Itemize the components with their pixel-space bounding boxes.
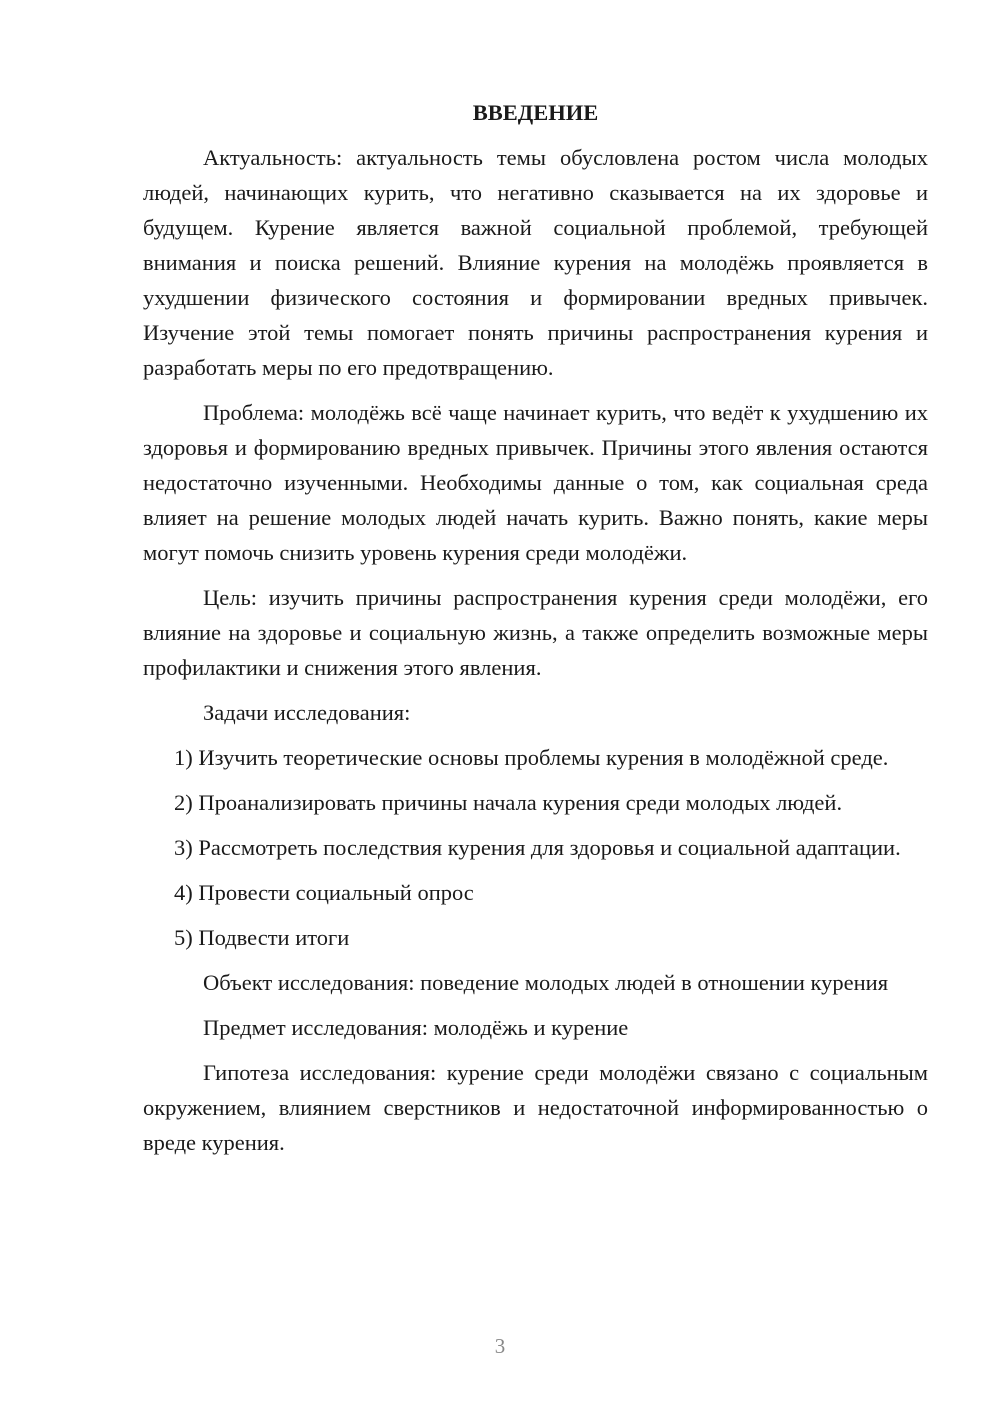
tasks-list <box>143 740 928 955</box>
list-item: 4) Провести социальный опрос <box>174 880 474 905</box>
subject-paragraph: Предмет исследования: молодёжь и курение <box>203 1015 629 1040</box>
list-item: 5) Подвести итоги <box>174 925 350 950</box>
tasks-heading: Задачи исследования: <box>203 700 411 725</box>
list-item: 3) Рассмотреть последствия курения для здоровья и социальной адаптации. <box>174 835 901 860</box>
document-page <box>143 95 928 1170</box>
relevance-paragraph: Актуальность: актуальность темы обусловлена ростом числа молодых людей, начинающих курить, что негативно сказывается на их здоровье и будущем. Курение является важной социальной проблемой, требующей внимания и поиска решений. Влияние курения на молодёжь проявляется в ухудшении физического состояния и формировании вредных привычек. Изучение этой темы помогает понять причины распространения курения и разработать меры по его предотвращению. <box>143 145 928 380</box>
goal-paragraph: Цель: изучить причины распространения курения среди молодёжи, его влияние на здоровье и социальную жизнь, а также определить возможные меры профилактики и снижения этого явления. <box>143 585 928 680</box>
list-item: 2) Проанализировать причины начала курения среди молодых людей. <box>174 790 843 815</box>
object-paragraph: Объект исследования: поведение молодых людей в отношении курения <box>203 970 889 995</box>
hypothesis-paragraph: Гипотеза исследования: курение среди молодёжи связано с социальным окружением, влиянием сверстников и недостаточной информированностью о вреде курения. <box>143 1060 928 1155</box>
list-item: 1) Изучить теоретические основы проблемы курения в молодёжной среде. <box>174 745 889 770</box>
page-number: 3 <box>494 1334 506 1358</box>
problem-paragraph: Проблема: молодёжь всё чаще начинает курить, что ведёт к ухудшению их здоровья и формированию вредных привычек. Причины этого явления остаются недостаточно изученными. Необходимы данные о том, как социальная среда влияет на решение молодых людей начать курить. Важно понять, какие меры могут помочь снизить уровень курения среди молодёжи. <box>143 400 928 565</box>
page-title: ВВЕДЕНИЕ <box>472 100 599 125</box>
